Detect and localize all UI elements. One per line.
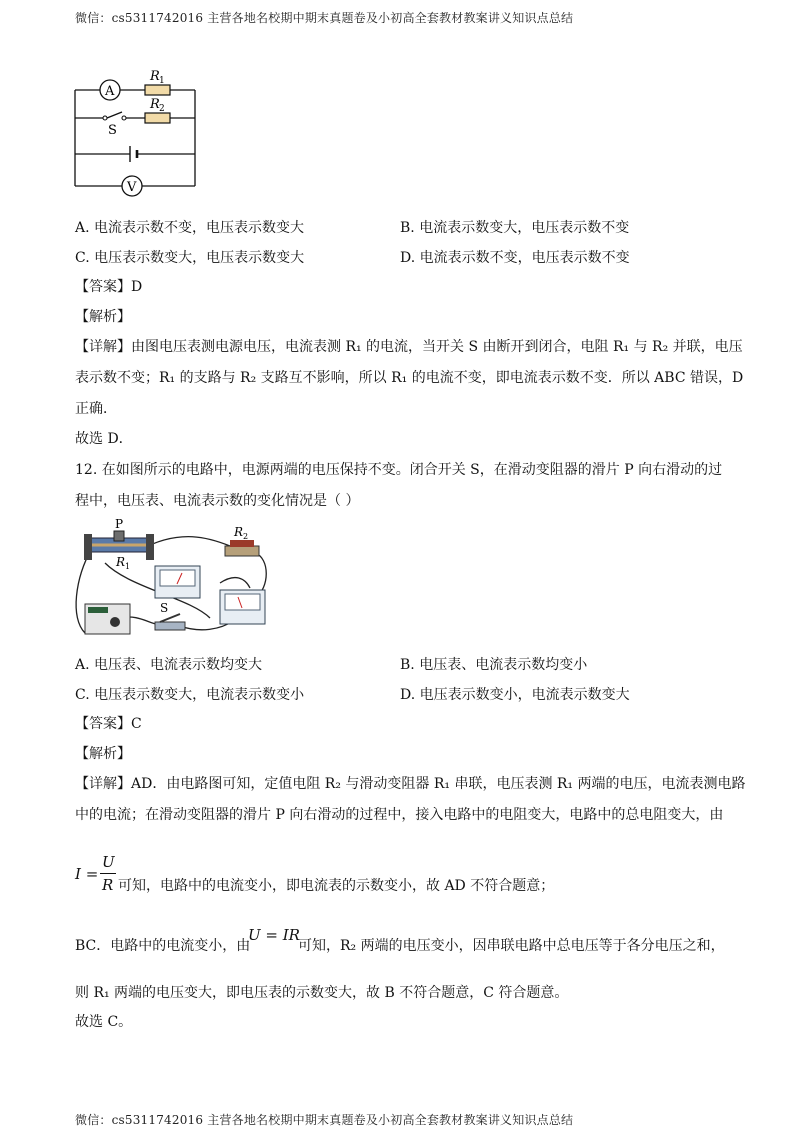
meter-right-dial [225,594,260,610]
rheostat-r1-subscript: 1 [125,562,131,571]
q12-bc-prefix: BC．电路中的电流变小，由 [75,938,251,954]
formula-fraction-bar [100,873,116,874]
q11-detail-line-2: 表示数不变；R₁ 的支路与 R₂ 支路互不影响，所以 R₁ 的电流不变，即电流表示数不变．所以 ABC 错误，D [75,370,744,386]
q11-detail-line-1: 【详解】由图电压表测电源电压，电流表测 R₁ 的电流，当开关 S 由断开到闭合，电阻 R₁ 与 R₂ 并联，电压 [75,339,743,355]
slider-p-label: P [115,518,124,531]
q11-option-c: C. 电压表示数变大，电压表示数变大 [75,250,305,266]
formula-numerator: U [102,853,115,871]
r2-subscript: 2 [159,104,165,114]
q12-option-c: C. 电压表示数变大，电流表示数变小 [75,687,305,703]
switch-base [155,622,185,630]
rheostat-end-left [84,534,92,560]
switch-contact-right [122,116,126,120]
fixed-resistor-r2 [225,546,259,556]
q12-option-a: A. 电压表、电流表示数均变大 [75,657,263,673]
q12-circuit-illustration [70,518,280,643]
switch-blade [160,614,180,622]
r1-label: R [150,69,160,84]
power-supply-knob [110,617,120,627]
q12-after-formula-1: 可知，电路中的电流变小，即电流表的示数变小，故 AD 不符合题意； [118,878,555,894]
switch-label: S [108,123,117,138]
q12-choose: 故选 C。 [75,1014,133,1030]
rheostat-end-right [146,534,154,560]
q11-circuit-diagram [70,68,210,198]
power-supply-display [88,607,108,613]
switch-contact-left [103,116,107,120]
formula-lhs: I = [75,865,99,883]
switch-s-label: S [160,601,169,615]
q11-detail-line-3: 正确． [75,401,117,417]
fixed-resistor-r2-coil [230,540,254,547]
q11-option-a: A. 电流表示数不变，电压表示数变大 [75,220,305,236]
r1-subscript: 1 [159,76,165,86]
rheostat-slider [114,531,124,541]
formula-ohms-law-fraction [75,853,120,897]
q11-analysis-label: 【解析】 [75,309,131,325]
q12-answer: 【答案】C [75,716,142,732]
q11-option-b: B. 电流表示数变大，电压表示数不变 [400,220,630,236]
q11-choose: 故选 D． [75,431,133,447]
q12-stem-line-2: 程中，电压表、电流表示数的变化情况是（ ） [75,493,360,509]
rheostat-r1-label: R [116,555,126,569]
q11-option-d: D. 电流表示数不变，电压表示数不变 [400,250,630,266]
q12-detail-line-3: 则 R₁ 两端的电压变大，即电压表的示数变大，故 B 不符合题意，C 符合题意。 [75,985,569,1001]
page-header: 微信：cs5311742016 主营各地名校期中期末真题卷及小初高全套教材教案讲义知识点总结 [75,11,574,25]
voltmeter-label: V [127,180,137,195]
r2-label: R [150,97,160,112]
q12-bc-suffix: 可知，R₂ 两端的电压变小，因串联电路中总电压等于各分电压之和， [298,938,725,954]
q12-stem-line-1: 12. 在如图所示的电路中，电源两端的电压保持不变。闭合开关 S，在滑动变阻器的滑片 P 向右滑动的过 [75,462,723,478]
r2-label: R [234,525,244,539]
r2-subscript: 2 [243,532,249,541]
formula-denominator: R [102,876,114,894]
q12-detail-line-2: 中的电流；在滑动变阻器的滑片 P 向右滑动的过程中，接入电路中的电阻变大，电路中的总电阻变大，由 [75,807,724,823]
resistor-r2 [145,113,170,123]
page-footer: 微信：cs5311742016 主营各地名校期中期末真题卷及小初高全套教材教案讲义知识点总结 [75,1113,574,1127]
q12-detail-line-1: 【详解】AD．由电路图可知，定值电阻 R₂ 与滑动变阻器 R₁ 串联，电压表测 R₁ 两端的电压，电流表测电路 [75,776,746,792]
q12-option-d: D. 电压表示数变小，电流表示数变大 [400,687,630,703]
formula-u-equals-ir: U = IR [248,926,300,944]
ammeter-label: A [105,84,115,99]
q12-option-b: B. 电压表、电流表示数均变小 [400,657,588,673]
resistor-r1 [145,85,170,95]
q12-analysis-label: 【解析】 [75,746,131,762]
q11-answer: 【答案】D [75,279,143,295]
